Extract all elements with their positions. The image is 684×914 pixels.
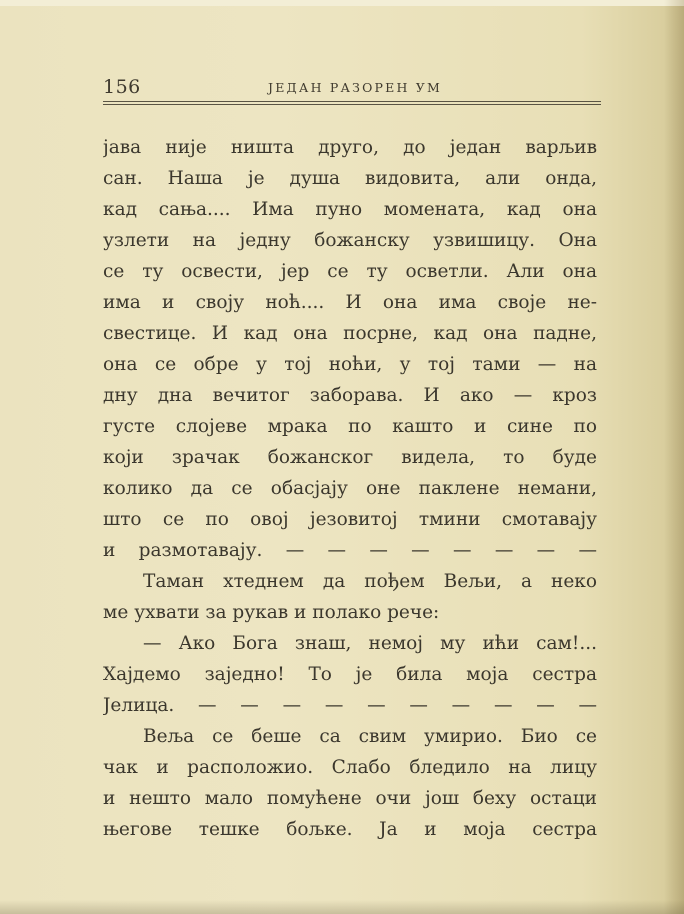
text-line: и нешто мало помућене очи још беху остаци	[103, 788, 597, 809]
text-line: чак и расположио. Слабо бледило на лицу	[103, 757, 597, 778]
page-bottom-shade	[0, 900, 684, 914]
text-line: она се обре у тој ноћи, у тој тами — на	[103, 354, 597, 375]
text-line: јава није ништа друго, до један варљив	[103, 137, 597, 158]
running-head	[103, 76, 601, 100]
text-line: колико да се обасјају оне паклене немани,	[103, 478, 597, 499]
text-line: његове тешке бољке. Ја и моја сестра	[103, 819, 597, 840]
page-top-edge	[0, 0, 684, 6]
text-line: свестице. И кад она посрне, кад она падне,	[103, 323, 597, 344]
text-line: сан. Наша је душа видовита, али онда,	[103, 168, 597, 189]
text-line: се ту освести, јер се ту осветли. Али она	[103, 261, 597, 282]
text-line: Хајдемо заједно! То је била моја сестра	[103, 664, 597, 685]
text-line: који зрачак божанског видела, то буде	[103, 447, 597, 468]
text-line: што се по овој језовитој тмини смотавају	[103, 509, 597, 530]
text-line: дну дна вечитог заборава. И ако — кроз	[103, 385, 597, 406]
text-line: и размотавају. — — — — — — — —	[103, 540, 597, 561]
text-line: густе слојеве мрака по кашто и сине по	[103, 416, 597, 437]
text-line: ме ухвати за рукав и полако рече:	[103, 602, 440, 623]
running-title: ЈЕДАН РАЗОРЕН УМ	[268, 80, 442, 95]
body-text	[103, 132, 597, 845]
page-number: 156	[103, 76, 141, 98]
text-line: Таман хтеднем да пођем Вељи, а неко	[143, 571, 597, 592]
text-line: Јелица. — — — — — — — — — —	[103, 695, 597, 716]
text-line: — Ако Бога знаш, немој му ићи сам!...	[143, 633, 597, 654]
text-line: кад сања.... Има пуно момената, кад она	[103, 199, 597, 220]
text-line: има и своју ноћ.... И она има своје не-	[103, 292, 597, 313]
text-line: Веља се беше са свим умирио. Био се	[143, 726, 597, 747]
header-rule	[103, 101, 601, 105]
text-line: узлети на једну божанску узвишицу. Она	[103, 230, 597, 251]
page-edge-shadow	[664, 0, 684, 914]
